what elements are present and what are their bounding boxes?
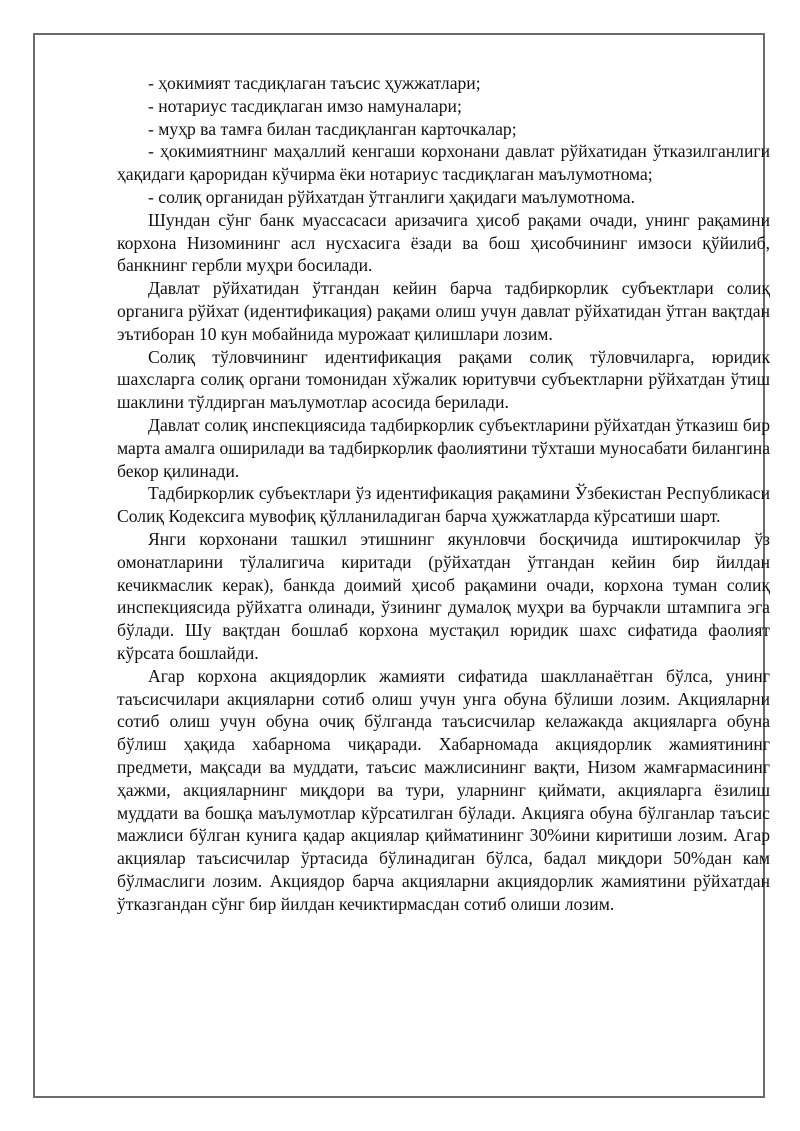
paragraph: Агар корхона акциядорлик жамияти сифатида шаклланаётган бўлса, унинг таъсисчилари акцияларни сотиб олиш учун унга обуна бўлиши лозим. Акцияларни сотиб олиш учун обуна очиқ бўлганда таъсисчилар келажакда акцияларга обуна бўлиш ҳақида хабарнома чиқаради. Хабарномада акциядорлик жамиятининг предмети, мақсади ва муддати, таъсис мажлисининг вақти, Низом жамғармасининг ҳажми, акцияларнинг миқдори ва тури, уларнинг қиймати, акцияларга ёзилиш муддати ва бошқа маълумотлар кўрсатилган бўлади. Акцияга обуна бўлганлар таъсис мажлиси бўлган кунига қадар акциялар қийматининг 30%ини киритиши лозим. Агар акциялар таъсисчилар ўртасида бўлинадиган бўлса, бадал миқдори 50%дан кам бўлмаслиги лозим. Акциядор барча акцияларни акциядорлик жамиятини рўйхатдан ўтказгандан сўнг бир йилдан кечиктирмасдан сотиб олиши лозим. <box>117 665 770 914</box>
paragraph: Янги корхонани ташкил этишнинг якунловчи босқичида иштирокчилар ўз омонатларини тўлалигича киритади (рўйхатдан ўтгандан кейин бир йилдан кечикмаслик керак), банкда доимий ҳисоб рақамини очади, корхона туман солиқ инспекциясида рўйхатга олинади, ўзининг думалоқ муҳри ва бурчакли штампига эга бўлади. Шу вақтдан бошлаб корхона мустақил юридик шахс сифатида фаолият кўрсата бошлайди. <box>117 528 770 663</box>
paragraph: Давлат солиқ инспекциясида тадбиркорлик субъектларини рўйхатдан ўтказиш бир марта амалга оширилади ва тадбиркорлик фаолиятини тўхташи муносабати билангина бекор қилинади. <box>117 414 770 481</box>
paragraph: Давлат рўйхатидан ўтгандан кейин барча тадбиркорлик субъектлари солиқ органига рўйхат (идентификация) рақами олиш учун давлат рўйхатидан ўтган вақтдан эътиборан 10 кун мобайнида мурожаат қилишлари лозим. <box>117 278 770 344</box>
list-item: - ҳокимият тасдиқлаган таъсис ҳужжатлари; <box>148 73 481 93</box>
list-item: - нотариус тасдиқлаган имзо намуналари; <box>148 95 462 116</box>
paragraph: Шундан сўнг банк муассасаси аризачига ҳисоб рақами очади, унинг рақамини корхона Низомининг асл нусхасига ёзади ва бош ҳисобчининг имзоси қўйилиб, банкнинг гербли муҳри босилади. <box>117 209 770 276</box>
list-item: - солиқ органидан рўйхатдан ўтганлиги ҳақидаги маълумотнома. <box>148 186 636 207</box>
paragraph: Солиқ тўловчининг идентификация рақами солиқ тўловчиларга, юридик шахсларга солиқ органи томонидан хўжалик юритувчи субъектларни рўйхатдан ўтиш шаклини тўлдирган маълумотлар асосида берилади. <box>117 346 770 413</box>
list-item: - муҳр ва тамға билан тасдиқланган карточкалар; <box>148 118 517 139</box>
document-body <box>117 72 770 915</box>
paragraph: Тадбиркорлик субъектлари ўз идентификация рақамини Ўзбекистан Республикаси Солиқ Кодексига мувофиқ қўлланиладиган барча ҳужжатларда кўрсатиши шарт. <box>117 483 770 527</box>
list-item: - ҳокимиятнинг маҳаллий кенгаши корхонани давлат рўйхатидан ўтказилганлиги ҳақидаги қароридан кўчирма ёки нотариус тасдиқлаган маълумотнома; <box>117 141 770 185</box>
